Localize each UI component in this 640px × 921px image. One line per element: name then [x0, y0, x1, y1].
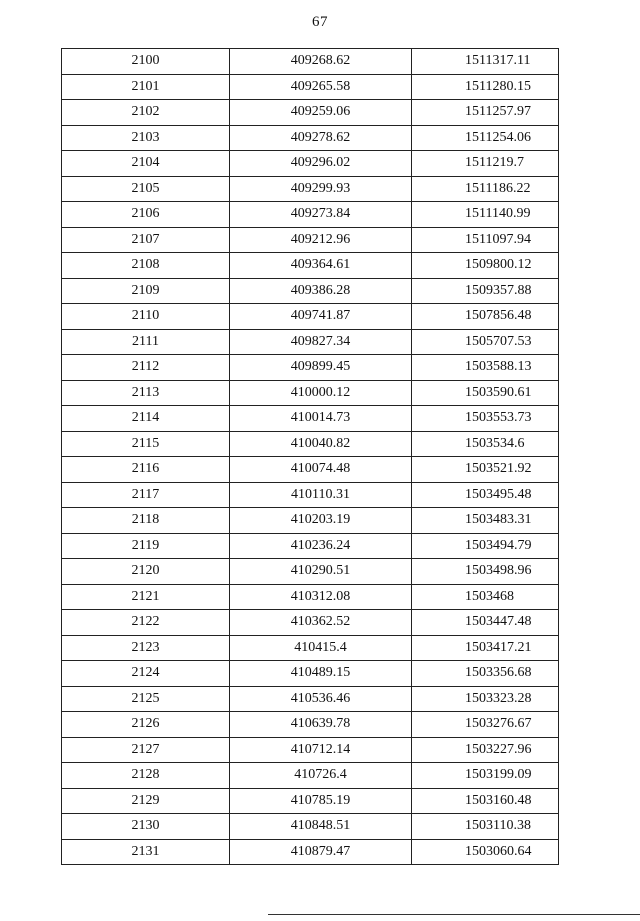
x-coordinate-cell: 410848.51	[230, 814, 412, 840]
x-coordinate-cell: 409899.45	[230, 355, 412, 381]
table-row	[62, 406, 559, 432]
table-row	[62, 610, 559, 636]
x-coordinate-cell: 410014.73	[230, 406, 412, 432]
point-id-cell: 2110	[62, 304, 230, 330]
table-row	[62, 125, 559, 151]
y-coordinate-cell: 1503534.6	[412, 431, 559, 457]
y-coordinate-cell: 1503588.13	[412, 355, 559, 381]
x-coordinate-cell: 409278.62	[230, 125, 412, 151]
point-id-cell: 2108	[62, 253, 230, 279]
page-number: 67	[312, 14, 328, 30]
x-coordinate-cell: 409212.96	[230, 227, 412, 253]
x-coordinate-cell: 410415.4	[230, 635, 412, 661]
y-coordinate-cell: 1505707.53	[412, 329, 559, 355]
y-coordinate-cell: 1503590.61	[412, 380, 559, 406]
point-id-cell: 2109	[62, 278, 230, 304]
point-id-cell: 2130	[62, 814, 230, 840]
y-coordinate-cell: 1503199.09	[412, 763, 559, 789]
table-row	[62, 686, 559, 712]
point-id-cell: 2103	[62, 125, 230, 151]
x-coordinate-cell: 410489.15	[230, 661, 412, 687]
point-id-cell: 2106	[62, 202, 230, 228]
x-coordinate-cell: 409299.93	[230, 176, 412, 202]
x-coordinate-cell: 410236.24	[230, 533, 412, 559]
point-id-cell: 2129	[62, 788, 230, 814]
x-coordinate-cell: 410110.31	[230, 482, 412, 508]
point-id-cell: 2102	[62, 100, 230, 126]
table-row	[62, 227, 559, 253]
y-coordinate-cell: 1503494.79	[412, 533, 559, 559]
table-row	[62, 49, 559, 75]
table-row	[62, 202, 559, 228]
table-row	[62, 176, 559, 202]
y-coordinate-cell: 1509357.88	[412, 278, 559, 304]
x-coordinate-cell: 409386.28	[230, 278, 412, 304]
point-id-cell: 2116	[62, 457, 230, 483]
point-id-cell: 2123	[62, 635, 230, 661]
point-id-cell: 2111	[62, 329, 230, 355]
point-id-cell: 2112	[62, 355, 230, 381]
y-coordinate-cell: 1503110.38	[412, 814, 559, 840]
x-coordinate-cell: 410312.08	[230, 584, 412, 610]
x-coordinate-cell: 410639.78	[230, 712, 412, 738]
y-coordinate-cell: 1511097.94	[412, 227, 559, 253]
point-id-cell: 2115	[62, 431, 230, 457]
point-id-cell: 2114	[62, 406, 230, 432]
table-row	[62, 329, 559, 355]
table-row	[62, 839, 559, 865]
y-coordinate-cell: 1503160.48	[412, 788, 559, 814]
x-coordinate-cell: 410712.14	[230, 737, 412, 763]
point-id-cell: 2119	[62, 533, 230, 559]
y-coordinate-cell: 1503323.28	[412, 686, 559, 712]
y-coordinate-cell: 1503060.64	[412, 839, 559, 865]
coordinates-table	[61, 48, 559, 865]
table-row	[62, 380, 559, 406]
bottom-rule	[268, 914, 640, 915]
point-id-cell: 2131	[62, 839, 230, 865]
point-id-cell: 2117	[62, 482, 230, 508]
y-coordinate-cell: 1503417.21	[412, 635, 559, 661]
y-coordinate-cell: 1511254.06	[412, 125, 559, 151]
y-coordinate-cell: 1503521.92	[412, 457, 559, 483]
y-coordinate-cell: 1503447.48	[412, 610, 559, 636]
x-coordinate-cell: 410879.47	[230, 839, 412, 865]
point-id-cell: 2113	[62, 380, 230, 406]
table-row	[62, 788, 559, 814]
y-coordinate-cell: 1503483.31	[412, 508, 559, 534]
table-row	[62, 661, 559, 687]
y-coordinate-cell: 1507856.48	[412, 304, 559, 330]
table-row	[62, 253, 559, 279]
x-coordinate-cell: 409273.84	[230, 202, 412, 228]
point-id-cell: 2128	[62, 763, 230, 789]
x-coordinate-cell: 410536.46	[230, 686, 412, 712]
x-coordinate-cell: 410362.52	[230, 610, 412, 636]
y-coordinate-cell: 1503227.96	[412, 737, 559, 763]
x-coordinate-cell: 410203.19	[230, 508, 412, 534]
x-coordinate-cell: 410000.12	[230, 380, 412, 406]
table-row	[62, 737, 559, 763]
y-coordinate-cell: 1503553.73	[412, 406, 559, 432]
point-id-cell: 2104	[62, 151, 230, 177]
point-id-cell: 2126	[62, 712, 230, 738]
x-coordinate-cell: 410040.82	[230, 431, 412, 457]
table-row	[62, 431, 559, 457]
y-coordinate-cell: 1511280.15	[412, 74, 559, 100]
point-id-cell: 2124	[62, 661, 230, 687]
table-row	[62, 151, 559, 177]
y-coordinate-cell: 1511257.97	[412, 100, 559, 126]
table-row	[62, 814, 559, 840]
table-row	[62, 457, 559, 483]
y-coordinate-cell: 1503468	[412, 584, 559, 610]
y-coordinate-cell: 1503498.96	[412, 559, 559, 585]
y-coordinate-cell: 1503276.67	[412, 712, 559, 738]
point-id-cell: 2101	[62, 74, 230, 100]
x-coordinate-cell: 409265.58	[230, 74, 412, 100]
point-id-cell: 2100	[62, 49, 230, 75]
table-row	[62, 712, 559, 738]
table-row	[62, 74, 559, 100]
x-coordinate-cell: 409296.02	[230, 151, 412, 177]
table-row	[62, 508, 559, 534]
y-coordinate-cell: 1511140.99	[412, 202, 559, 228]
x-coordinate-cell: 409827.34	[230, 329, 412, 355]
x-coordinate-cell: 410290.51	[230, 559, 412, 585]
table-row	[62, 635, 559, 661]
x-coordinate-cell: 409741.87	[230, 304, 412, 330]
point-id-cell: 2122	[62, 610, 230, 636]
x-coordinate-cell: 409364.61	[230, 253, 412, 279]
y-coordinate-cell: 1511317.11	[412, 49, 559, 75]
table-row	[62, 278, 559, 304]
table-row	[62, 533, 559, 559]
table-row	[62, 559, 559, 585]
coordinates-table-body	[62, 49, 559, 865]
point-id-cell: 2125	[62, 686, 230, 712]
table-row	[62, 482, 559, 508]
point-id-cell: 2127	[62, 737, 230, 763]
x-coordinate-cell: 409259.06	[230, 100, 412, 126]
point-id-cell: 2120	[62, 559, 230, 585]
y-coordinate-cell: 1503356.68	[412, 661, 559, 687]
point-id-cell: 2118	[62, 508, 230, 534]
table-row	[62, 584, 559, 610]
x-coordinate-cell: 410074.48	[230, 457, 412, 483]
x-coordinate-cell: 410785.19	[230, 788, 412, 814]
x-coordinate-cell: 409268.62	[230, 49, 412, 75]
y-coordinate-cell: 1503495.48	[412, 482, 559, 508]
y-coordinate-cell: 1509800.12	[412, 253, 559, 279]
table-row	[62, 763, 559, 789]
y-coordinate-cell: 1511219.7	[412, 151, 559, 177]
table-row	[62, 304, 559, 330]
table-row	[62, 100, 559, 126]
point-id-cell: 2107	[62, 227, 230, 253]
x-coordinate-cell: 410726.4	[230, 763, 412, 789]
table-row	[62, 355, 559, 381]
y-coordinate-cell: 1511186.22	[412, 176, 559, 202]
point-id-cell: 2105	[62, 176, 230, 202]
point-id-cell: 2121	[62, 584, 230, 610]
